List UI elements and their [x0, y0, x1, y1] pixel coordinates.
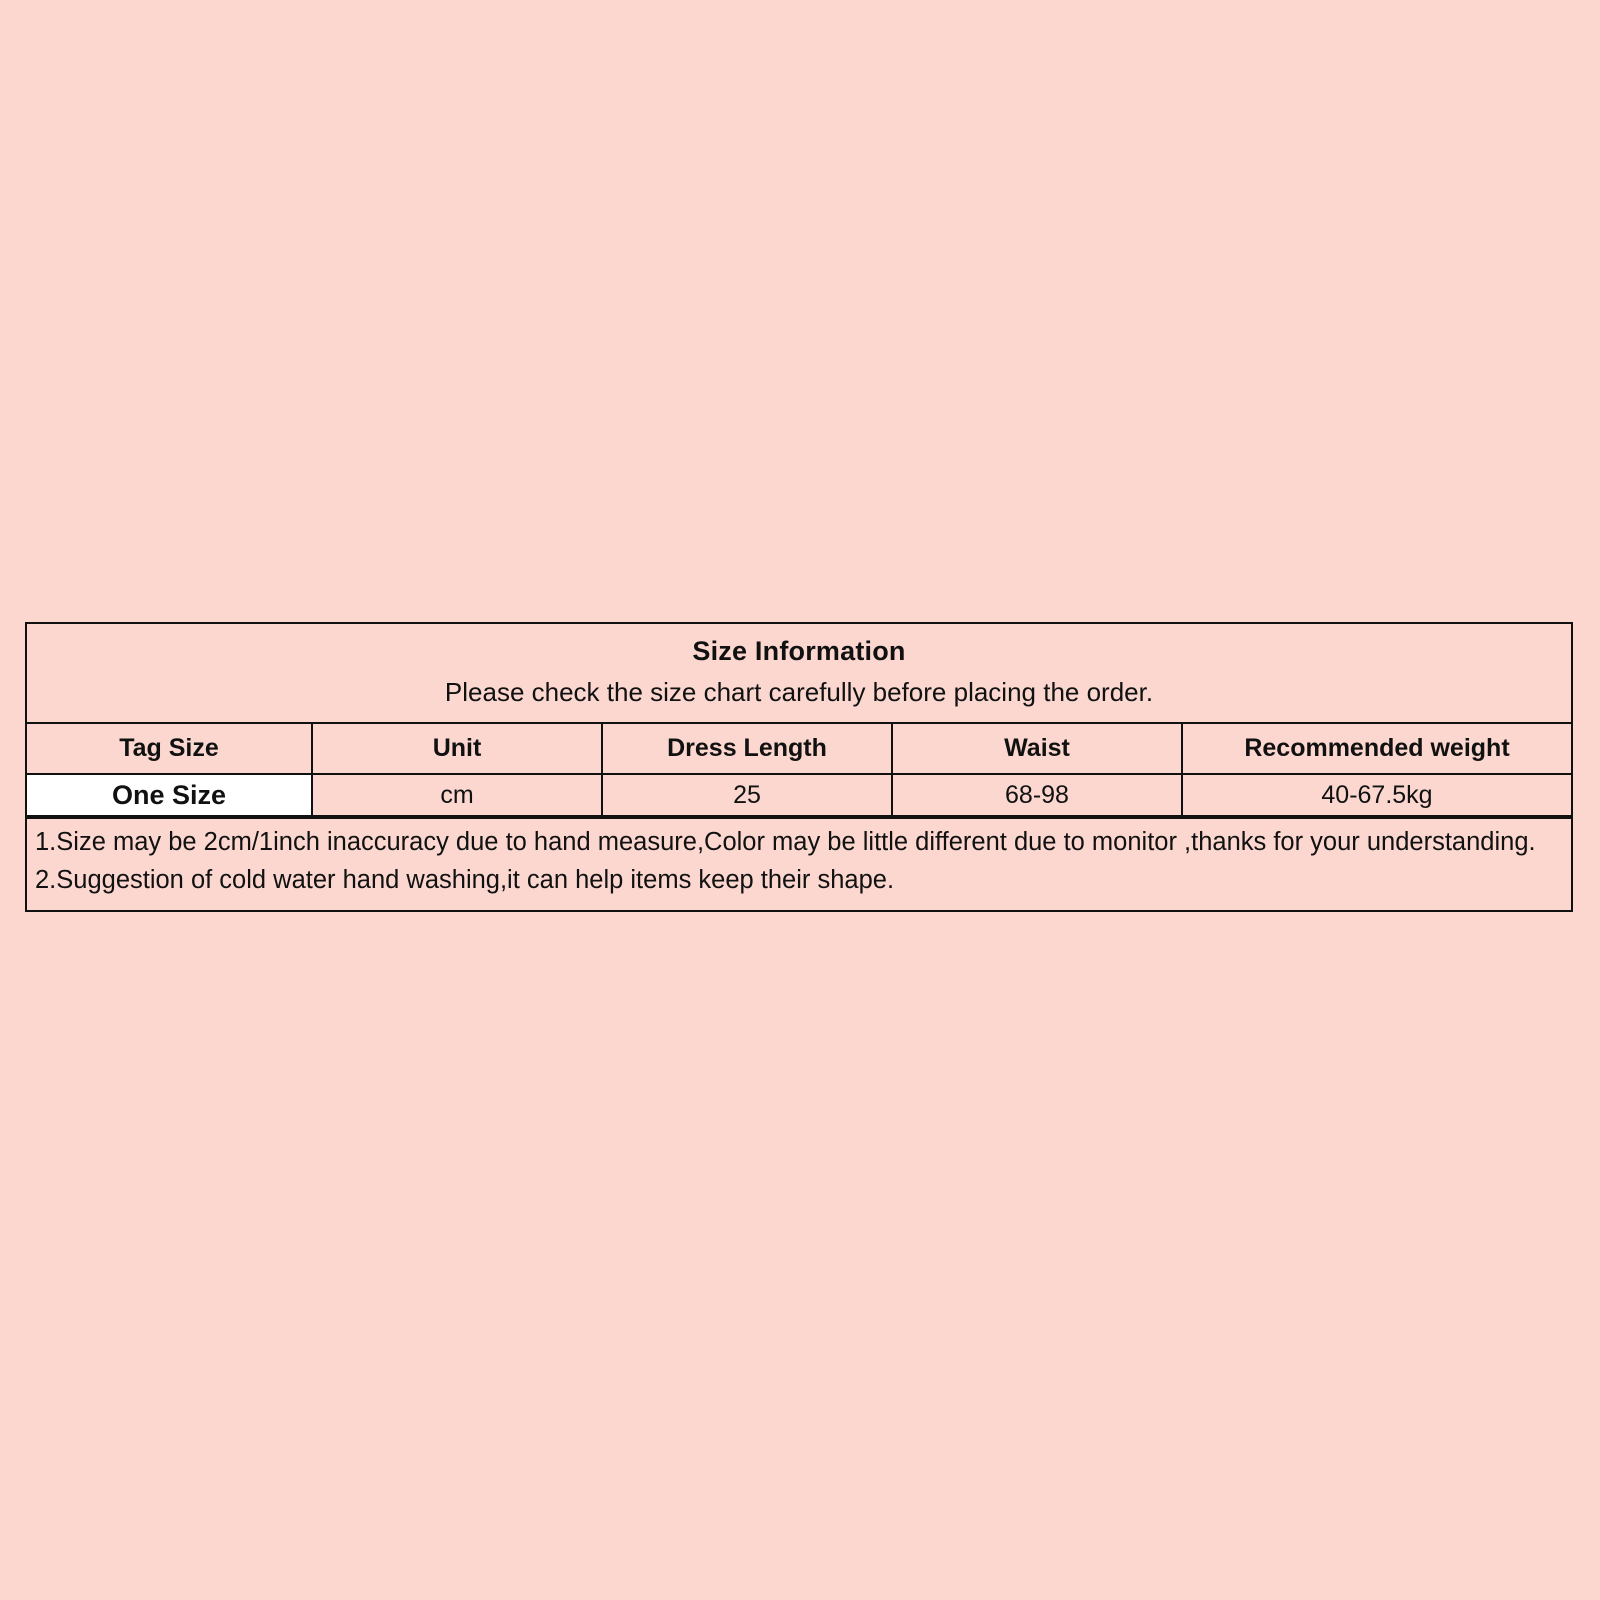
measurements-table	[27, 724, 1571, 817]
size-information-table	[25, 622, 1573, 912]
column-header-tag-size: Tag Size	[27, 724, 312, 774]
table-title-block	[27, 624, 1571, 724]
cell-dress-length: 25	[602, 774, 892, 816]
cell-unit: cm	[312, 774, 602, 816]
cell-tag-size: One Size	[27, 774, 312, 816]
notes-block	[27, 817, 1571, 910]
table-header-row	[27, 724, 1571, 774]
page-subtitle: Please check the size chart carefully before placing the order.	[444, 677, 1154, 708]
note-measurement-disclaimer: 1.Size may be 2cm/1inch inaccuracy due to hand measure,Color may be little different due to monitor ,thanks for your understanding.	[35, 828, 1536, 857]
table-row	[27, 774, 1571, 816]
column-header-waist: Waist	[892, 724, 1182, 774]
column-header-recommended-weight: Recommended weight	[1182, 724, 1571, 774]
note-washing-suggestion: 2.Suggestion of cold water hand washing,it can help items keep their shape.	[35, 866, 895, 895]
page-title: Size Information	[692, 636, 906, 666]
column-header-dress-length: Dress Length	[602, 724, 892, 774]
column-header-unit: Unit	[312, 724, 602, 774]
cell-recommended-weight: 40-67.5kg	[1182, 774, 1571, 816]
cell-waist: 68-98	[892, 774, 1182, 816]
